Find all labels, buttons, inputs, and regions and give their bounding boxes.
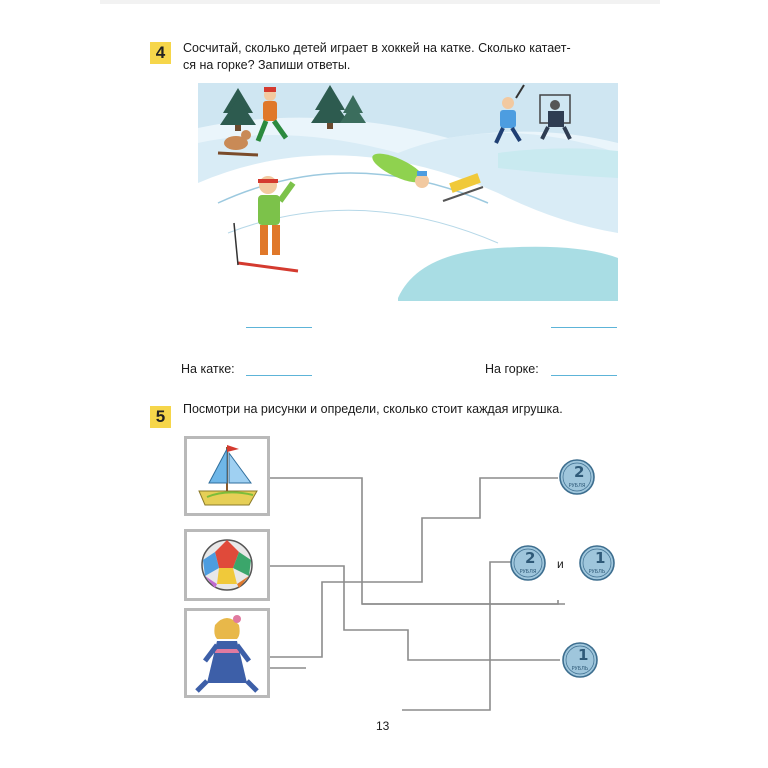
ball-picture[interactable] [184, 529, 270, 601]
answer-line-upper-left[interactable] [246, 327, 312, 328]
task-4-text-line2: ся на горке? Запиши ответы. [183, 58, 351, 72]
coin-value: 2 [574, 463, 585, 481]
top-border [100, 0, 660, 4]
task-4-number: 4 [150, 42, 171, 64]
task-4-text-line1: Сосчитай, сколько детей играет в хоккей на катке. Сколько катает- [183, 41, 571, 55]
winter-scene-illustration [198, 83, 618, 301]
hill-answer-line[interactable] [551, 375, 617, 376]
coin-word: РУБЛЯ [568, 483, 586, 489]
coin-word: РУБЛЯ [519, 569, 537, 575]
doll-icon [187, 611, 267, 695]
doll-picture[interactable] [184, 608, 270, 698]
coin-word: РУБЛЬ [571, 666, 589, 672]
coin-value: 1 [578, 646, 589, 664]
task-5-number: 5 [150, 406, 171, 428]
ball-icon [187, 532, 267, 598]
answer-line-upper-right[interactable] [551, 327, 617, 328]
task-5-text: Посмотри на рисунки и определи, сколько стоит каждая игрушка. [183, 402, 563, 416]
coin-2-rubles-top[interactable] [558, 458, 596, 496]
rink-label: На катке: [181, 362, 235, 376]
winter-scene-svg [198, 83, 618, 301]
boat-picture[interactable] [184, 436, 270, 516]
and-word: и [557, 557, 564, 571]
hill-label: На горке: [485, 362, 539, 376]
boat-icon [187, 439, 267, 513]
page-number: 13 [376, 719, 390, 733]
coin-2-rubles-middle[interactable] [509, 544, 547, 582]
rink-answer-line[interactable] [246, 375, 312, 376]
coin-value: 1 [595, 549, 606, 567]
coin-1-ruble-bottom[interactable] [561, 641, 599, 679]
coin-word: РУБЛЬ [588, 569, 606, 575]
coin-1-ruble-middle[interactable] [578, 544, 616, 582]
coin-value: 2 [525, 549, 536, 567]
